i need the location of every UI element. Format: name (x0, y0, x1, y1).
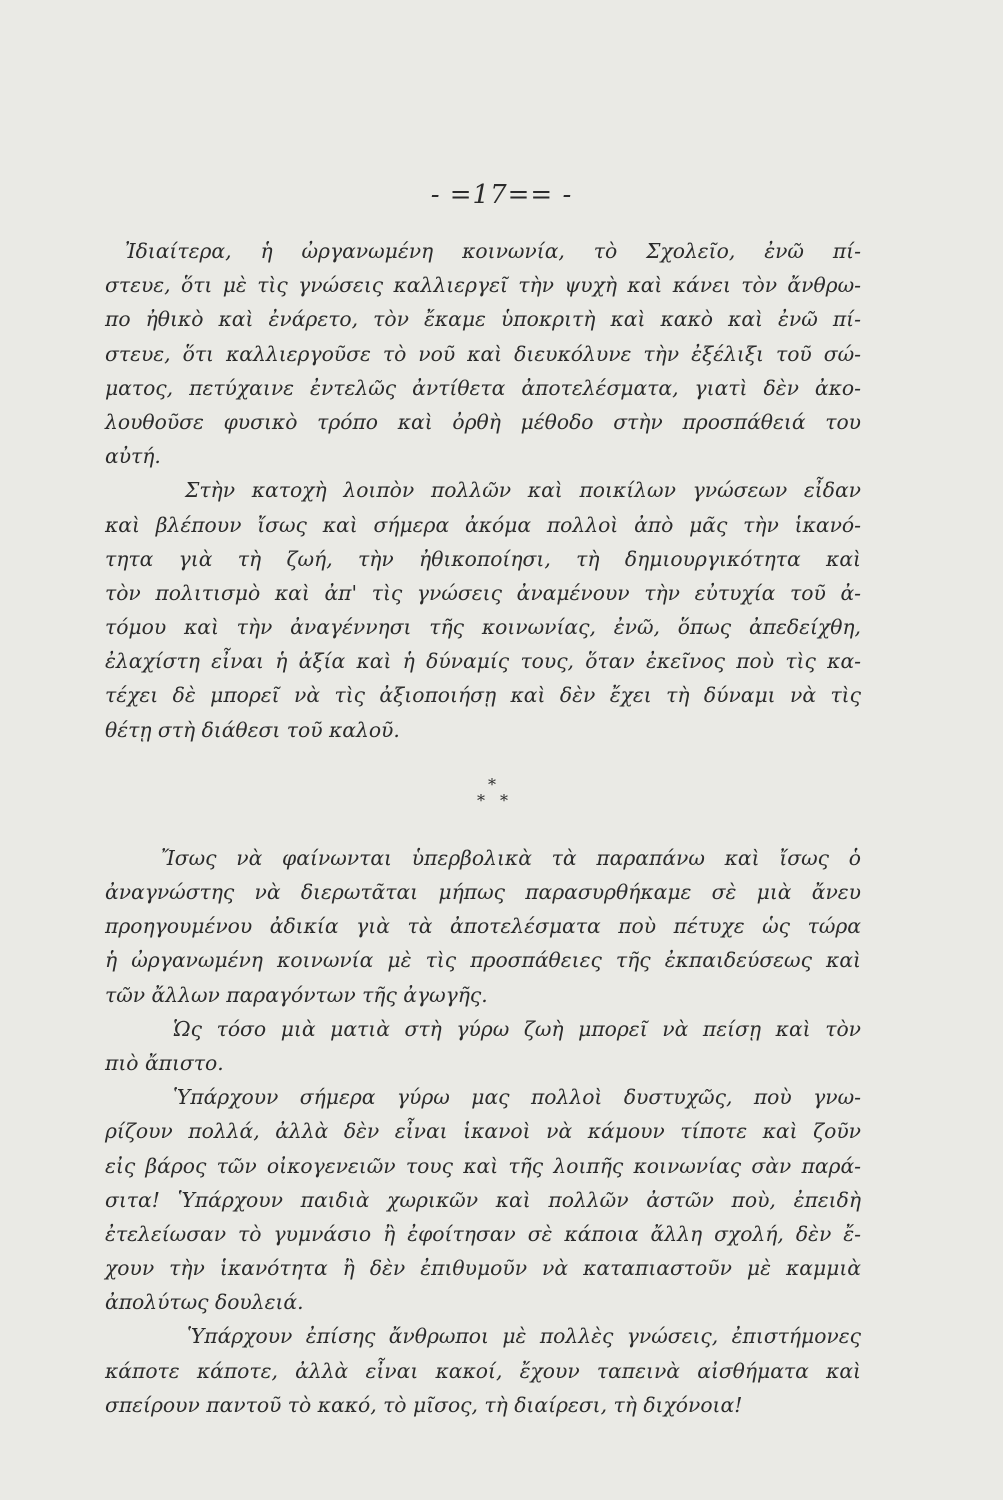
text-line: πιὸ ἄπιστο. (105, 1050, 224, 1075)
text-line: κάποτε κάποτε, ἀλλὰ εἶναι κακοί, ἔχουν ταπεινὰ αἰσθήματα καὶ (105, 1358, 861, 1383)
text-line: τὸν πολιτισμὸ καὶ ἀπ' τὶς γνώσεις ἀναμένουν τὴν εὐτυχία τοῦ ἀ- (105, 580, 861, 605)
text-line: στευε, ὅτι καλλιεργοῦσε τὸ νοῦ καὶ διευκόλυνε τὴν ἐξέλιξι τοῦ σώ- (105, 341, 861, 366)
text-line: Στὴν κατοχὴ λοιπὸν πολλῶν καὶ ποικίλων γνώσεων εἶδαν (185, 478, 861, 503)
text-line: Ἰδιαίτερα, ἡ ὠργανωμένη κοινωνία, τὸ Σχολεῖο, ἐνῶ πί- (125, 239, 861, 263)
text-line: ἀπολύτως δουλειά. (105, 1290, 304, 1315)
text-line: Ὑπάρχουν σήμερα γύρω μας πολλοὶ δυστυχῶς, ποὺ γνω- (173, 1085, 861, 1110)
section-gap (105, 747, 861, 771)
text-line: τητα γιὰ τὴ ζωή, τὴν ἠθικοποίησι, τὴ δημιουργικότητα καὶ (105, 546, 861, 571)
text-line: ἐτελείωσαν τὸ γυμνάσιο ἢ ἐφοίτησαν σὲ κάποια ἄλλη σχολή, δὲν ἔ- (105, 1221, 861, 1246)
text-line: τέχει δὲ μπορεῖ νὰ τὶς ἀξιοποιήσῃ καὶ δὲν ἔχει τὴ δύναμι νὰ τὶς (105, 683, 861, 708)
text-line: τόμου καὶ τὴν ἀναγέννησι τῆς κοινωνίας, ἐνῶ, ὅπως ἀπεδείχθη, (105, 615, 861, 640)
text-line: ἡ ὠργανωμένη κοινωνία μὲ τὶς προσπάθειες τῆς ἐκπαιδεύσεως καὶ (105, 948, 861, 973)
text-line: θέτῃ στὴ διάθεσι τοῦ καλοῦ. (105, 717, 400, 742)
body-text (105, 234, 861, 1422)
text-line: ἐλαχίστη εἶναι ἡ ἀξία καὶ ἡ δύναμίς τους, ὅταν ἐκεῖνος ποὺ τὶς κα- (105, 649, 861, 674)
asterism-star: * (477, 790, 485, 810)
text-line: Ἴσως νὰ φαίνωνται ὑπερβολικὰ τὰ παραπάνω καὶ ἴσως ὁ (161, 845, 861, 870)
text-line: ρίζουν πολλά, ἀλλὰ δὲν εἶναι ἱκανοὶ νὰ κάμουν τίποτε καὶ ζοῦν (105, 1119, 861, 1144)
text-line: τῶν ἄλλων παραγόντων τῆς ἀγωγῆς. (105, 982, 488, 1007)
text-line: προηγουμένου ἀδικία γιὰ τὰ ἀποτελέσματα ποὺ πέτυχε ὡς τώρα (105, 914, 861, 939)
text-line: ἀναγνώστης νὰ διερωτᾶται μήπως παρασυρθήκαμε σὲ μιὰ ἄνευ (105, 880, 861, 904)
asterism-star: * (500, 790, 508, 810)
text-line: στευε, ὅτι μὲ τὶς γνώσεις καλλιεργεῖ τὴν ψυχὴ καὶ κάνει τὸν ἄνθρω- (105, 273, 861, 298)
text-line: Ὡς τόσο μιὰ ματιὰ στὴ γύρω ζωὴ μπορεῖ νὰ πείσῃ καὶ τὸν (173, 1016, 861, 1041)
text-line: σιτα! Ὑπάρχουν παιδιὰ χωρικῶν καὶ πολλῶν ἀστῶν ποὺ, ἐπειδὴ (105, 1187, 861, 1212)
section-2 (105, 841, 861, 1422)
section-1 (105, 234, 861, 747)
text-line: ματος, πετύχαινε ἐντελῶς ἀντίθετα ἀποτελέσματα, γιατὶ δὲν ἀκο- (105, 375, 861, 400)
text-line: Ὑπάρχουν ἐπίσης ἄνθρωποι μὲ πολλὲς γνώσεις, ἐπιστήμονες (187, 1324, 861, 1349)
text-line: καὶ βλέπουν ἴσως καὶ σήμερα ἀκόμα πολλοὶ ἀπὸ μᾶς τὴν ἱκανό- (105, 512, 861, 537)
text-line: αὐτή. (105, 444, 161, 469)
asterism-divider (105, 771, 861, 817)
text-line: σπείρουν παντοῦ τὸ κακό, τὸ μῖσος, τὴ διαίρεσι, τὴ διχόνοια! (105, 1392, 743, 1417)
text-line: πο ἠθικὸ καὶ ἐνάρετο, τὸν ἔκαμε ὑποκριτὴ καὶ κακὸ καὶ ἐνῶ πί- (105, 307, 861, 332)
text-line: λουθοῦσε φυσικὸ τρόπο καὶ ὀρθὴ μέθοδο στὴν προσπάθειά του (105, 409, 861, 434)
page-number: - =17== - (430, 180, 573, 210)
text-line: χουν τὴν ἱκανότητα ἢ δὲν ἐπιθυμοῦν νὰ καταπιαστοῦν μὲ καμμιὰ (105, 1256, 861, 1281)
asterism-star: * (488, 774, 496, 794)
section-gap (105, 817, 861, 841)
text-line: εἰς βάρος τῶν οἰκογενειῶν τους καὶ τῆς λοιπῆς κοινωνίας σὰν παρά- (105, 1153, 861, 1178)
